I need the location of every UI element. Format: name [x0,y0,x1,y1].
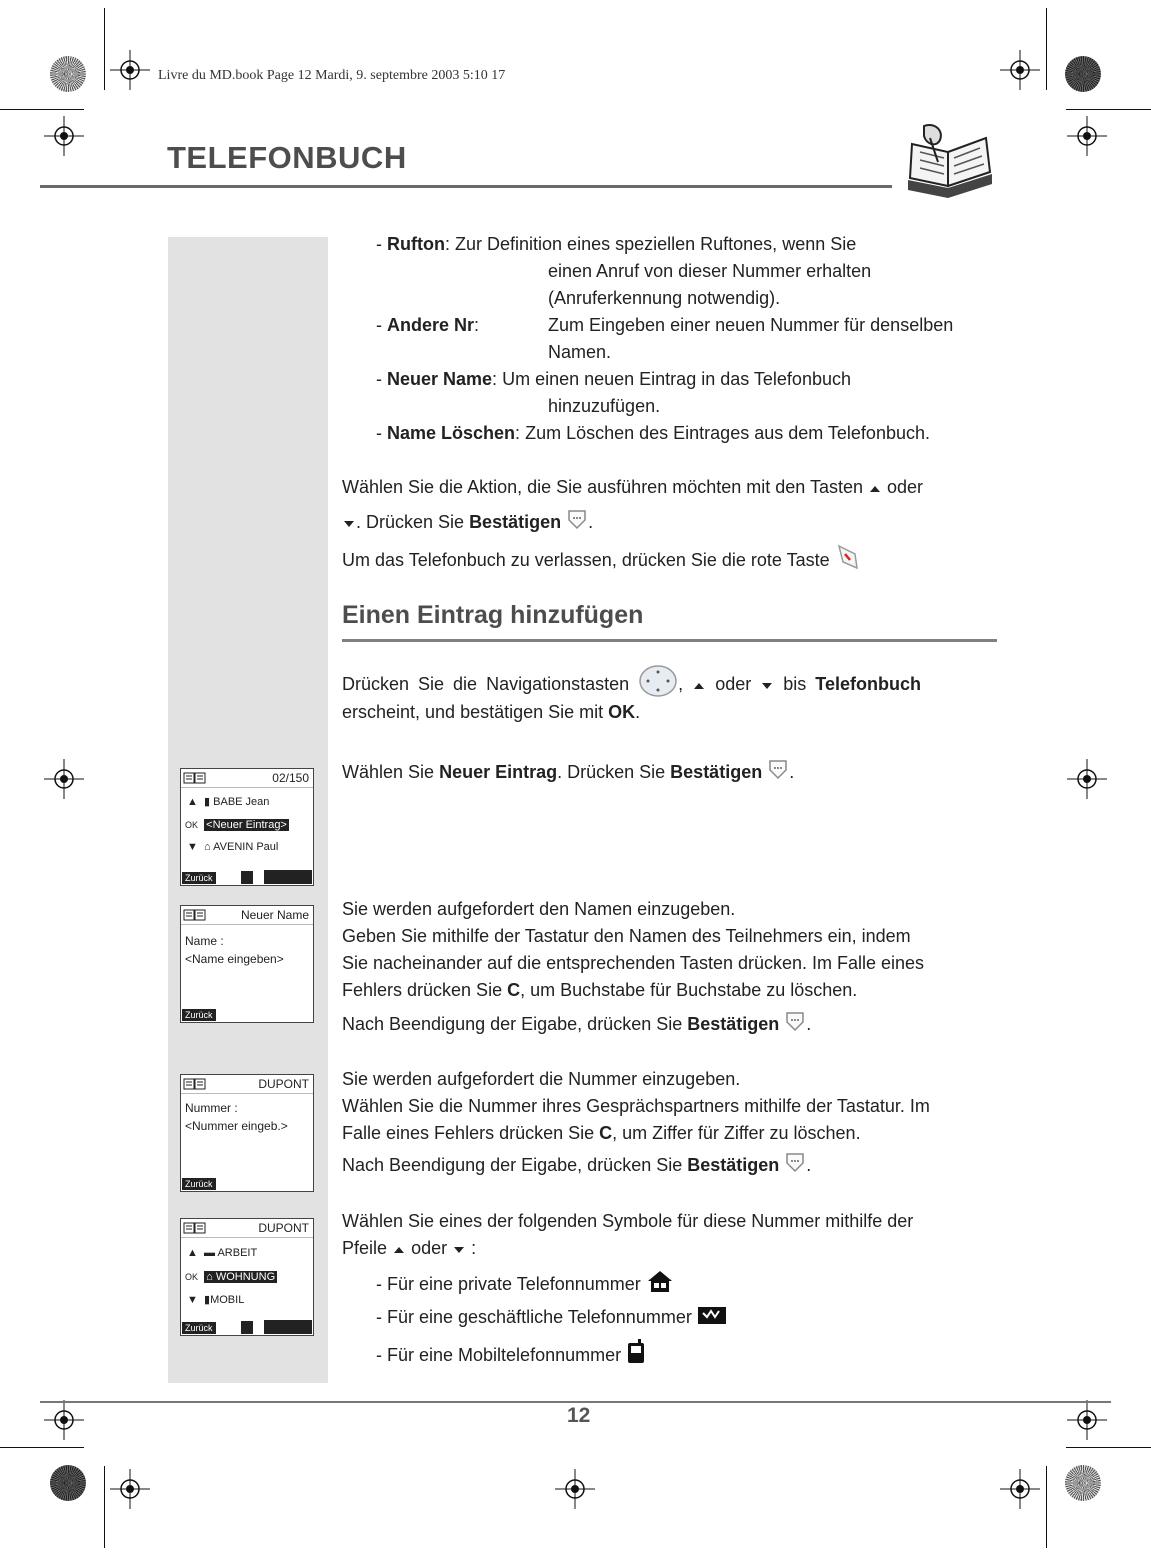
title-rule [40,185,892,188]
step-number-line4: Nach Beendigung der Eigabe, drücken Sie Bestätigen . [342,1151,1002,1181]
option-name-loeschen: - Name Löschen: Zum Löschen des Eintrages aus dem Telefonbuch. [376,423,930,443]
registration-crosshair [110,1469,150,1509]
screen-footer [181,1175,313,1191]
crop-line [0,1447,84,1448]
phone-screen-new-name [180,905,314,1023]
crop-line [104,1466,105,1548]
phone-screen-phonebook-list [180,768,314,886]
scroll-down-arrow-icon: ▼ [187,1294,198,1306]
softkey-right [264,1320,312,1334]
phonebook-icon [183,1222,209,1237]
home-icon: ⌂ [206,1271,213,1283]
crop-line [1066,109,1151,110]
nav-paragraph-line1: Drücken Sie die Navigationstasten , oder bis Telefonbuch [342,664,1002,706]
home-icon [646,1269,674,1301]
step-name-line4: Fehlers drücken Sie C, um Buchstabe für Buchstabe zu löschen. [342,980,858,1000]
section-rule [342,639,997,642]
scroll-up-arrow-icon: ▲ [187,1247,198,1259]
office-building-icon [697,1303,727,1333]
list-item: ▲ ▮ BABE Jean [187,796,270,808]
arrow-up-icon [392,1236,406,1263]
screen-header [181,1219,313,1238]
section-title: Einen Eintrag hinzufügen [342,601,644,629]
crop-line [1046,8,1047,90]
step-number-line2: Wählen Sie die Nummer ihres Gesprächspartners mithilfe der Tastatur. Im [342,1096,930,1116]
mobile-phone-icon: ▮ [204,1294,211,1306]
phonebook-icon [183,772,209,787]
registration-crosshair [1067,759,1107,799]
footer-rule [40,1401,1111,1403]
confirm-key-icon [784,1151,806,1181]
screen-header [181,1075,313,1094]
registration-crosshair [1000,1469,1040,1509]
registration-rosette-bottom-left [50,1465,86,1501]
arrow-up-icon [692,672,706,699]
nav-indicator-icon [241,871,253,884]
screen-title: Neuer Name [240,908,309,922]
registration-rosette-bottom-right [1065,1465,1101,1501]
step-number-line1: Sie werden aufgefordert die Nummer einzugeben. [342,1069,741,1089]
symbol-private: - Für eine private Telefonnummer [376,1269,674,1301]
book-icon [900,122,1000,202]
step-select-new-entry: Wählen Sie Neuer Eintrag. Drücken Sie Bestätigen . [342,758,1002,788]
step-name-line5: Nach Beendigung der Eigabe, drücken Sie Bestätigen . [342,1010,1002,1040]
confirm-key-icon [566,508,588,538]
registration-rosette-top-left [50,56,86,92]
option-andere-nr: - Andere Nr: [376,315,480,335]
screen-footer [181,869,313,885]
screen-footer [181,1006,313,1022]
page-number: 12 [567,1404,591,1427]
step-name-line1: Sie werden aufgefordert den Namen einzugeben. [342,899,736,919]
field-label: Nummer : [185,1101,238,1115]
list-item: ▼ ⌂ AVENIN Paul [187,841,279,853]
action-paragraph-line2: . Drücken Sie Bestätigen . [342,508,1002,538]
registration-crosshair [110,50,150,90]
arrow-down-icon [342,510,356,537]
mobile-phone-icon [626,1339,646,1373]
option-neuer-name: - Neuer Name: Um einen neuen Eintrag in das Telefonbuch [376,369,851,389]
office-building-icon: ▬ [204,1247,216,1259]
arrow-down-icon [760,672,774,699]
step-symbol-line2: Pfeile oder : [342,1235,1002,1263]
arrow-down-icon [452,1236,466,1263]
screen-title: 02/150 [272,771,309,785]
list-item: ▼ ▮MOBIL [187,1294,245,1306]
back-softkey: Zurück [182,1178,216,1190]
phonebook-icon [183,909,209,924]
action-paragraph-line1: Wählen Sie die Aktion, die Sie ausführen möchten mit den Tasten oder [342,474,1002,502]
option-andere-nr-desc: Zum Eingeben einer neuen Nummer für denselben [548,315,954,335]
back-softkey: Zurück [182,1009,216,1021]
registration-crosshair [44,1400,84,1440]
screen-title: DUPONT [258,1221,309,1235]
registration-crosshair [1067,1400,1107,1440]
screen-header [181,906,313,925]
field-placeholder: <Nummer eingeb.> [185,1119,288,1133]
symbol-business: - Für eine geschäftliche Telefonnummer [376,1303,727,1333]
page-title: TELEFONBUCH [167,140,407,175]
step-symbol-line1: Wählen Sie eines der folgenden Symbole für diese Nummer mithilfe der [342,1211,914,1231]
option-andere-nr-desc: Namen. [548,342,612,362]
registration-crosshair [555,1469,595,1509]
crop-line [104,8,105,90]
exit-paragraph: Um das Telefonbuch zu verlassen, drücken Sie die rote Taste [342,542,1002,580]
mobile-phone-icon: ▮ [204,796,211,808]
step-name-line2: Geben Sie mithilfe der Tastatur den Namen des Teilnehmers ein, indem [342,926,911,946]
step-number-line3: Falle eines Fehlers drücken Sie C, um Ziffer für Ziffer zu löschen. [342,1123,861,1143]
phonebook-icon [183,1078,209,1093]
back-softkey: Zurück [182,1322,216,1334]
screen-title: DUPONT [258,1077,309,1091]
nav-paragraph-line2: erscheint, und bestätigen Sie mit OK. [342,702,641,722]
list-item: ▲ ▬ ARBEIT [187,1247,258,1259]
option-neuer-name-desc: hinzuzufügen. [548,396,661,416]
nav-indicator-icon [241,1321,253,1334]
phone-screen-number-type [180,1218,314,1336]
screen-header [181,769,313,788]
scroll-down-arrow-icon: ▼ [187,841,198,853]
field-label: Name : [185,934,224,948]
screen-footer [181,1319,313,1335]
field-placeholder: <Name eingeben> [185,952,284,966]
list-item-selected: OK ⌂ WOHNUNG [185,1271,276,1283]
confirm-key-icon [767,758,789,788]
registration-crosshair [1000,50,1040,90]
home-icon: ⌂ [204,841,211,853]
arrow-up-icon [868,475,882,502]
print-metadata: Livre du MD.book Page 12 Mardi, 9. septembre 2003 5:10 17 [158,68,506,83]
softkey-right [264,870,312,884]
scroll-up-arrow-icon: ▲ [187,796,198,808]
crop-line [1066,1447,1151,1448]
phone-screen-number-entry [180,1074,314,1192]
option-rufton-desc: (Anruferkennung notwendig). [548,288,781,308]
back-softkey: Zurück [182,872,216,884]
red-end-key-icon [835,542,861,580]
crop-line [1046,1466,1047,1548]
registration-crosshair [44,759,84,799]
option-rufton-desc: einen Anruf von dieser Nummer erhalten [548,261,872,281]
confirm-key-icon [784,1010,806,1040]
symbol-mobile: - Für eine Mobiltelefonnummer [376,1339,646,1373]
step-name-line3: Sie nacheinander auf die entsprechenden Tasten drücken. Im Falle eines [342,953,925,973]
option-rufton: - Rufton: Zur Definition eines speziellen Ruftones, wenn Sie [376,234,857,254]
registration-rosette-top-right [1065,56,1101,92]
crop-line [0,109,84,110]
list-item-selected: OK <Neuer Eintrag> [185,819,287,831]
registration-crosshair [44,116,84,156]
registration-crosshair [1067,116,1107,156]
